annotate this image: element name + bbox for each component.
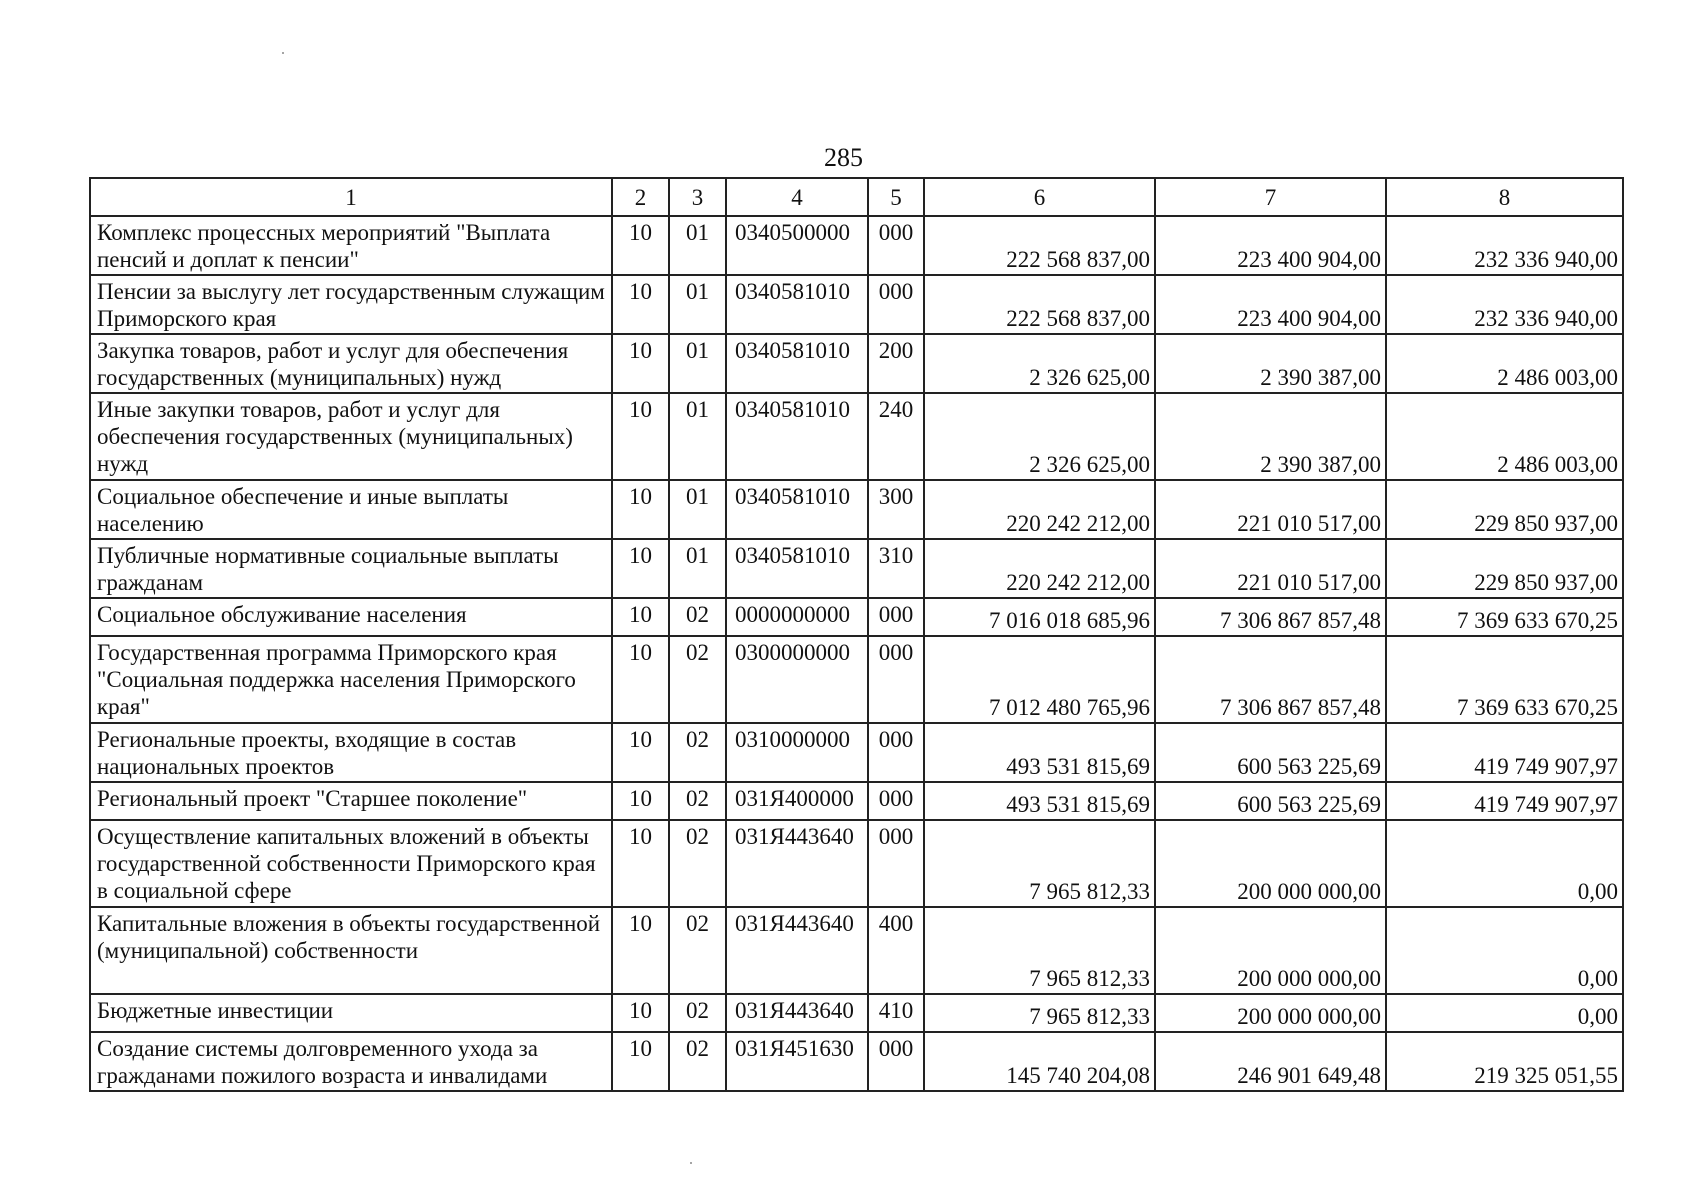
scan-speck [690,1162,692,1164]
section-code: 10 [612,393,669,480]
amount-col-6: 493 531 815,69 [924,782,1155,820]
expense-type-code: 240 [868,393,924,480]
section-code: 10 [612,216,669,275]
amount-col-8: 2 486 003,00 [1386,334,1623,393]
table-row [90,820,1623,907]
amount-col-8: 0,00 [1386,907,1623,994]
target-article-code: 0340581010 [726,393,868,480]
section-code: 10 [612,820,669,907]
expense-type-code: 310 [868,539,924,598]
subsection-code: 01 [669,539,726,598]
amount-col-6: 7 016 018 685,96 [924,598,1155,636]
target-article-code: 031Я443640 [726,907,868,994]
row-name: Региональный проект "Старшее поколение" [90,782,612,820]
table-row [90,539,1623,598]
target-article-code: 031Я443640 [726,820,868,907]
amount-col-8: 232 336 940,00 [1386,275,1623,334]
target-article-code: 031Я400000 [726,782,868,820]
amount-col-7: 600 563 225,69 [1155,723,1386,782]
row-name: Создание системы долговременного ухода за гражданами пожилого возраста и инвалидами [90,1032,612,1091]
amount-col-6: 2 326 625,00 [924,393,1155,480]
amount-col-8: 419 749 907,97 [1386,782,1623,820]
amount-col-6: 7 012 480 765,96 [924,636,1155,723]
row-name: Социальное обслуживание населения [90,598,612,636]
subsection-code: 02 [669,782,726,820]
column-header: 4 [726,178,868,216]
row-name: Иные закупки товаров, работ и услуг для обеспечения государственных (муниципальных) нужд [90,393,612,480]
column-header: 5 [868,178,924,216]
expense-type-code: 410 [868,994,924,1032]
expense-type-code: 000 [868,216,924,275]
amount-col-7: 200 000 000,00 [1155,907,1386,994]
amount-col-8: 2 486 003,00 [1386,393,1623,480]
target-article-code: 0340500000 [726,216,868,275]
target-article-code: 031Я443640 [726,994,868,1032]
row-name: Региональные проекты, входящие в состав национальных проектов [90,723,612,782]
subsection-code: 01 [669,275,726,334]
amount-col-7: 223 400 904,00 [1155,216,1386,275]
amount-col-7: 223 400 904,00 [1155,275,1386,334]
column-header: 8 [1386,178,1623,216]
amount-col-7: 246 901 649,48 [1155,1032,1386,1091]
table-row [90,275,1623,334]
target-article-code: 0340581010 [726,480,868,539]
expense-type-code: 000 [868,1032,924,1091]
target-article-code: 0340581010 [726,539,868,598]
amount-col-8: 0,00 [1386,820,1623,907]
table-row [90,1032,1623,1091]
section-code: 10 [612,782,669,820]
expense-type-code: 000 [868,782,924,820]
section-code: 10 [612,1032,669,1091]
subsection-code: 02 [669,636,726,723]
subsection-code: 01 [669,393,726,480]
amount-col-6: 145 740 204,08 [924,1032,1155,1091]
row-name: Комплекс процессных мероприятий "Выплата пенсий и доплат к пенсии" [90,216,612,275]
target-article-code: 0310000000 [726,723,868,782]
table-row [90,216,1623,275]
amount-col-8: 7 369 633 670,25 [1386,598,1623,636]
row-name: Бюджетные инвестиции [90,994,612,1032]
subsection-code: 02 [669,723,726,782]
amount-col-8: 7 369 633 670,25 [1386,636,1623,723]
amount-col-7: 7 306 867 857,48 [1155,636,1386,723]
amount-col-6: 7 965 812,33 [924,907,1155,994]
table-row [90,723,1623,782]
amount-col-7: 221 010 517,00 [1155,539,1386,598]
amount-col-8: 232 336 940,00 [1386,216,1623,275]
row-name: Закупка товаров, работ и услуг для обеспечения государственных (муниципальных) нужд [90,334,612,393]
row-name: Публичные нормативные социальные выплаты гражданам [90,539,612,598]
subsection-code: 01 [669,334,726,393]
amount-col-8: 0,00 [1386,994,1623,1032]
expense-type-code: 000 [868,636,924,723]
table-row [90,480,1623,539]
target-article-code: 0300000000 [726,636,868,723]
amount-col-8: 229 850 937,00 [1386,480,1623,539]
expense-type-code: 000 [868,820,924,907]
subsection-code: 02 [669,907,726,994]
table-row [90,782,1623,820]
row-name: Осуществление капитальных вложений в объекты государственной собственности Приморского края в социальной сфере [90,820,612,907]
column-header: 2 [612,178,669,216]
amount-col-6: 222 568 837,00 [924,275,1155,334]
amount-col-7: 200 000 000,00 [1155,820,1386,907]
page-number: 285 [824,143,863,172]
amount-col-7: 221 010 517,00 [1155,480,1386,539]
section-code: 10 [612,636,669,723]
scan-speck [282,52,284,54]
table-row [90,907,1623,994]
subsection-code: 01 [669,216,726,275]
expense-type-code: 200 [868,334,924,393]
column-header: 1 [90,178,612,216]
row-name: Государственная программа Приморского края "Социальная поддержка населения Приморского края" [90,636,612,723]
subsection-code: 02 [669,820,726,907]
expense-type-code: 000 [868,598,924,636]
section-code: 10 [612,480,669,539]
amount-col-6: 2 326 625,00 [924,334,1155,393]
table-row [90,994,1623,1032]
expense-type-code: 400 [868,907,924,994]
section-code: 10 [612,334,669,393]
target-article-code: 031Я451630 [726,1032,868,1091]
table-row [90,636,1623,723]
amount-col-7: 600 563 225,69 [1155,782,1386,820]
amount-col-7: 200 000 000,00 [1155,994,1386,1032]
table-row [90,334,1623,393]
amount-col-6: 7 965 812,33 [924,994,1155,1032]
target-article-code: 0340581010 [726,334,868,393]
section-code: 10 [612,994,669,1032]
column-header: 3 [669,178,726,216]
amount-col-8: 219 325 051,55 [1386,1032,1623,1091]
column-number-row [90,178,1623,216]
amount-col-7: 2 390 387,00 [1155,334,1386,393]
row-name: Пенсии за выслугу лет государственным служащим Приморского края [90,275,612,334]
row-name: Социальное обеспечение и иные выплаты населению [90,480,612,539]
section-code: 10 [612,723,669,782]
amount-col-8: 229 850 937,00 [1386,539,1623,598]
row-name: Капитальные вложения в объекты государственной (муниципальной) собственности [90,907,612,994]
subsection-code: 02 [669,994,726,1032]
amount-col-6: 222 568 837,00 [924,216,1155,275]
amount-col-7: 7 306 867 857,48 [1155,598,1386,636]
section-code: 10 [612,907,669,994]
amount-col-6: 220 242 212,00 [924,480,1155,539]
subsection-code: 02 [669,598,726,636]
section-code: 10 [612,275,669,334]
amount-col-6: 7 965 812,33 [924,820,1155,907]
target-article-code: 0340581010 [726,275,868,334]
amount-col-6: 220 242 212,00 [924,539,1155,598]
target-article-code: 0000000000 [726,598,868,636]
subsection-code: 01 [669,480,726,539]
expense-type-code: 300 [868,480,924,539]
table-row [90,393,1623,480]
amount-col-7: 2 390 387,00 [1155,393,1386,480]
column-header: 6 [924,178,1155,216]
subsection-code: 02 [669,1032,726,1091]
amount-col-6: 493 531 815,69 [924,723,1155,782]
section-code: 10 [612,539,669,598]
budget-table [89,177,1624,1092]
amount-col-8: 419 749 907,97 [1386,723,1623,782]
column-header: 7 [1155,178,1386,216]
expense-type-code: 000 [868,275,924,334]
expense-type-code: 000 [868,723,924,782]
section-code: 10 [612,598,669,636]
table-row [90,598,1623,636]
